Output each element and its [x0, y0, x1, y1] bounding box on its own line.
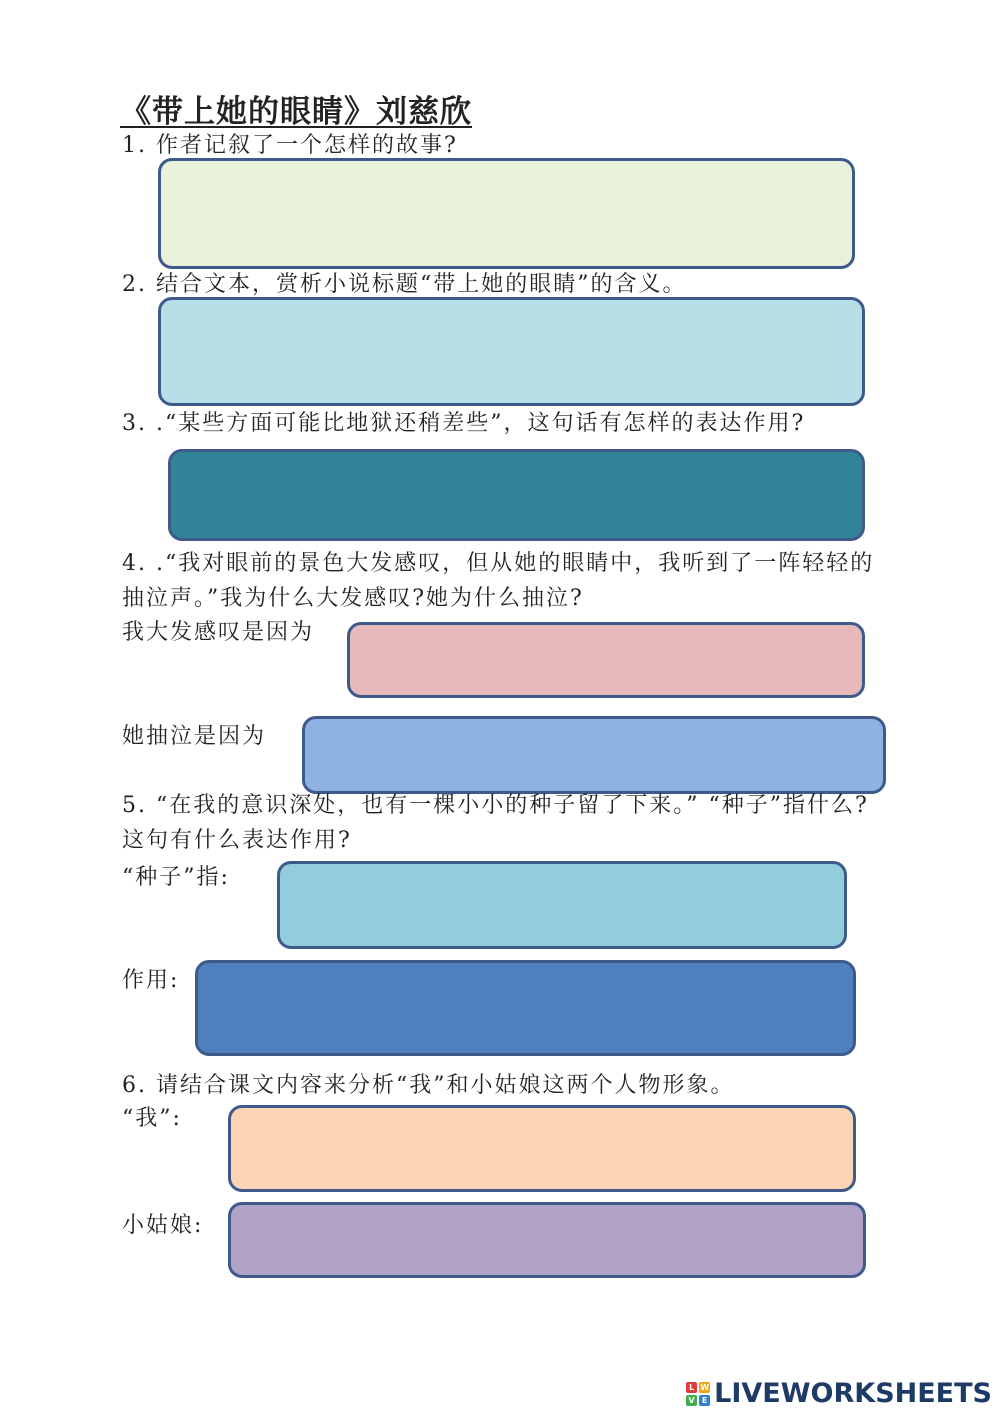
answer-box-3[interactable] [168, 449, 865, 541]
label-5a: “种子”指: [122, 865, 230, 890]
liveworksheets-logo-icon: L W V E [686, 1382, 710, 1406]
answer-box-4b[interactable] [302, 716, 886, 794]
answer-input-2[interactable] [161, 300, 862, 403]
answer-box-1[interactable] [158, 158, 855, 269]
question-5: 5. “在我的意识深处，也有一棵小小的种子留了下来。” “种子”指什么?这句有什么表达作用? [122, 793, 869, 853]
question-6: 6. 请结合课文内容来分析“我”和小姑娘这两个人物形象。 [122, 1073, 735, 1098]
answer-input-1[interactable] [161, 161, 852, 266]
answer-box-6a[interactable] [228, 1105, 856, 1192]
answer-input-5a[interactable] [280, 864, 844, 946]
liveworksheets-brand-text: LIVEWORKSHEETS [714, 1378, 992, 1409]
answer-box-5b[interactable] [195, 960, 856, 1056]
worksheet-title: 《带上她的眼睛》刘慈欣 [120, 94, 472, 130]
answer-box-5a[interactable] [277, 861, 847, 949]
label-4a: 我大发感叹是因为 [122, 620, 315, 645]
answer-input-3[interactable] [171, 452, 862, 538]
liveworksheets-logo [686, 1378, 992, 1409]
answer-box-4a[interactable] [347, 622, 865, 698]
question-3: 3. .“某些方面可能比地狱还稍差些”，这句话有怎样的表达作用? [122, 411, 806, 436]
answer-input-4a[interactable] [350, 625, 862, 695]
label-5b: 作用: [122, 968, 180, 993]
question-2: 2. 结合文本，赏析小说标题“带上她的眼睛”的含义。 [122, 272, 687, 297]
label-6b: 小姑娘: [122, 1213, 204, 1238]
answer-input-6b[interactable] [231, 1205, 863, 1275]
answer-box-6b[interactable] [228, 1202, 866, 1278]
question-1: 1. 作者记叙了一个怎样的故事? [122, 133, 458, 158]
answer-input-6a[interactable] [231, 1108, 853, 1189]
question-4: 4. .“我对眼前的景色大发感叹，但从她的眼睛中，我听到了一阵轻轻的抽泣声。”我为什么大发感叹?她为什么抽泣? [122, 551, 875, 611]
answer-input-4b[interactable] [305, 719, 883, 791]
label-4b: 她抽泣是因为 [122, 724, 267, 749]
answer-input-5b[interactable] [198, 963, 853, 1053]
answer-box-2[interactable] [158, 297, 865, 406]
label-6a: “我”: [122, 1106, 182, 1131]
